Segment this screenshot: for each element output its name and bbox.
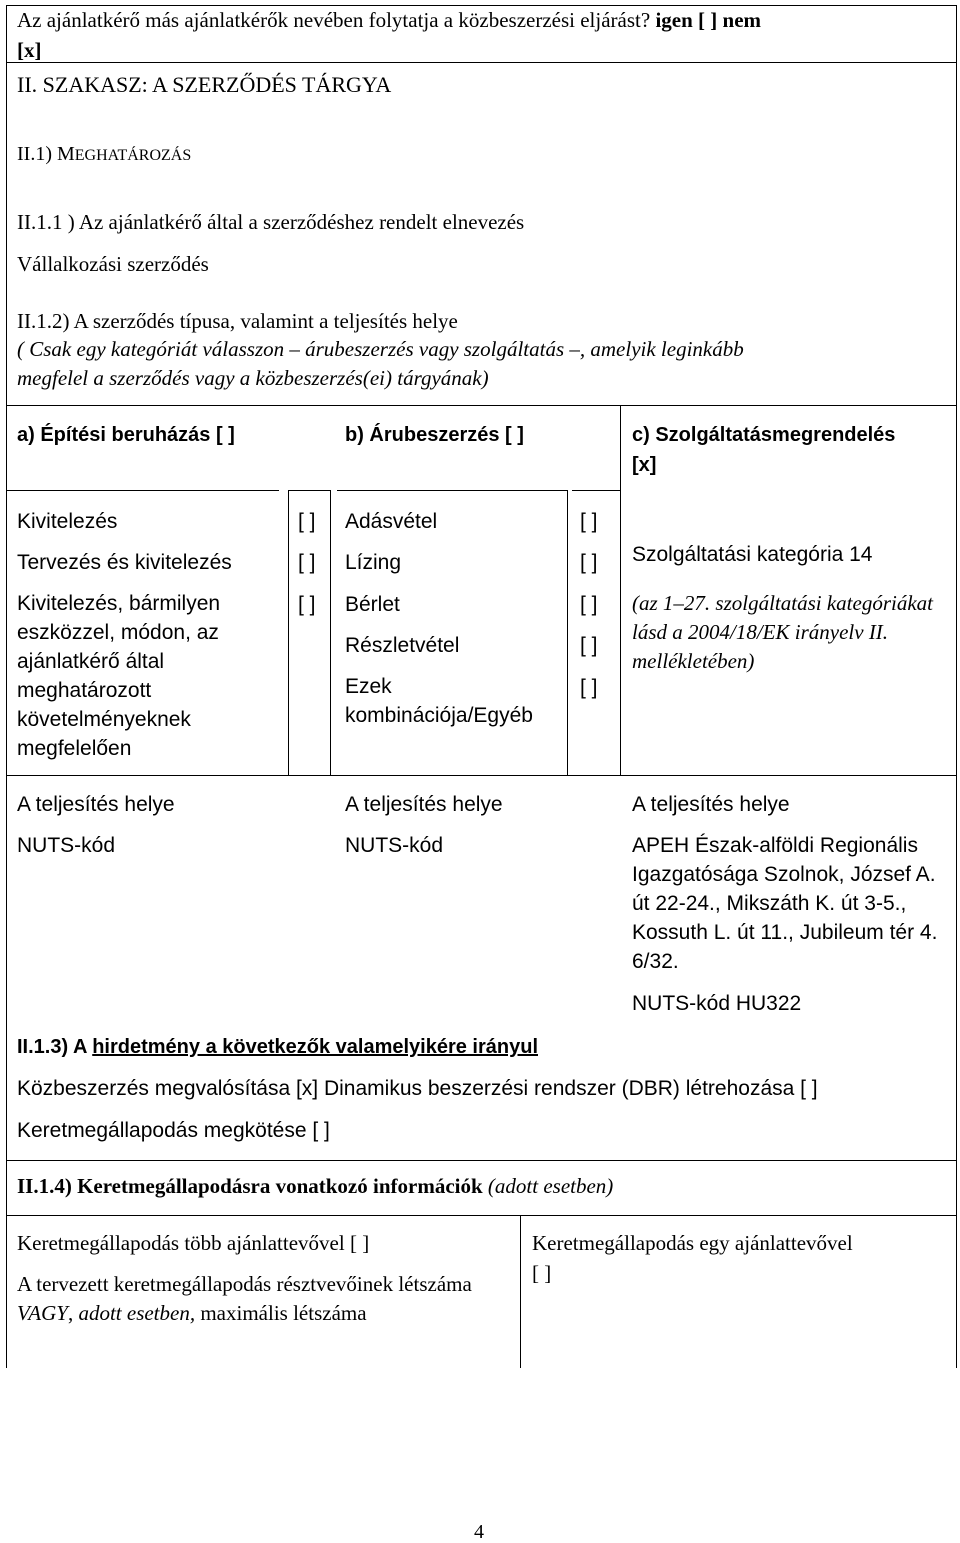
a-item-label: Kivitelezés, bármilyen eszközzel, módon, az ajánlatkérő által meghatározott követelményeknek megfelelően [17,592,221,760]
ii11-value: Vállalkozási szerződés [17,252,209,276]
ii11-heading: II.1.1 ) Az ajánlatkérő által a szerződéshez rendelt elnevezés [17,210,525,234]
top-question-answer: [x] [17,38,42,62]
b-item-label: Lízing [345,551,402,574]
a-item-mark: [ ] [298,593,316,616]
rule-ii14-divider [520,1215,521,1368]
rule-col-c-divider [620,405,621,775]
c-place-label: A teljesítés helye [632,793,790,816]
rule-a-top [6,490,279,491]
ii14-left-paragraph: A tervezett keretmegállapodás résztvevőinek létszáma VAGY, adott esetben, maximális létszáma [17,1272,472,1325]
rule-ii14-top [6,1160,957,1161]
c-note: (az 1–27. szolgáltatási kategóriákat lásd a 2004/18/EK irányelv II. mellékletében) [632,591,933,673]
b-place-label: A teljesítés helye [345,793,503,816]
b-item-mark: [ ] [580,593,598,616]
rule-top-question-bottom [6,62,957,63]
b-nuts-label: NUTS-kód [345,834,444,857]
category-a: a) Építési beruházás [ ] [17,424,235,446]
b-item-mark: [ ] [580,676,598,699]
ii14-heading: II.1.4) Keretmegállapodásra vonatkozó információk (adott esetben) [17,1174,614,1198]
c-nuts: NUTS-kód HU322 [632,992,802,1015]
c-category: Szolgáltatási kategória 14 [632,543,873,566]
rule-items-bottom [6,775,957,776]
ii14-right-line2: [ ] [532,1261,552,1285]
ii12-note-line1: ( Csak egy kategóriát válasszon – árubeszerzés vagy szolgáltatás –, amelyik leginkább [17,337,744,361]
a-item-mark: [ ] [298,510,316,533]
page-number: 4 [474,1521,484,1543]
rule-category-top [6,405,957,406]
rule-right-main [956,62,957,1368]
b-item-label: Részletvétel [345,634,460,657]
a-nuts-label: NUTS-kód [17,834,116,857]
subsection-title: II.1) MEGHATÁROZÁS [17,143,192,165]
a-item-mark: [ ] [298,551,316,574]
top-question: Az ajánlatkérő más ajánlatkérők nevében folytatja a közbeszerzési eljárást? igen [ ] nem [17,8,762,32]
ii14-left-line1: Keretmegállapodás több ajánlattevővel [ ] [17,1231,370,1255]
section-title: II. SZAKASZ: A SZERZŐDÉS TÁRGYA [17,72,392,97]
b-item-label: Adásvétel [345,510,438,533]
rule-b-mark-top [572,490,620,491]
a-place-label: A teljesítés helye [17,793,175,816]
category-b: b) Árubeszerzés [ ] [345,424,524,446]
ii13-heading: II.1.3) A hirdetmény a következők valamelyikére irányul [17,1036,538,1058]
c-place-value: APEH Észak-alföldi Regionális Igazgatósága Szolnok, József A. út 22-24., Mikszáth K. út 3-5., Kossuth L. út 11., Jubileum tér 4. 6/32. [632,834,938,973]
a-item-label: Kivitelezés [17,510,118,533]
rule-ii14-boxes-top [6,1215,957,1216]
rule-ab-divider [330,490,331,775]
rule-a-mark-top [288,490,330,491]
a-item-label: Tervezés és kivitelezés [17,551,232,574]
b-item-label: Bérlet [345,593,400,616]
rule-left-top [6,5,7,62]
ii13-line1: Közbeszerzés megvalósítása [x] Dinamikus beszerzési rendszer (DBR) létrehozása [ ] [17,1077,818,1100]
rule-left-main [6,62,7,1368]
ii12-heading: II.1.2) A szerződés típusa, valamint a teljesítés helye [17,309,458,333]
b-item-mark: [ ] [580,634,598,657]
rule-b-top [337,490,567,491]
b-item-label: Ezek kombinációja/Egyéb [345,675,533,727]
ii13-line2: Keretmegállapodás megkötése [ ] [17,1119,330,1142]
b-item-mark: [ ] [580,510,598,533]
rule-top [6,5,957,6]
ii12-note-line2: megfelel a szerződés vagy a közbeszerzés(ei) tárgyának) [17,366,489,390]
rule-right-top [956,5,957,62]
category-c-mark: [x] [632,454,657,476]
rule-b-mark-divider [567,490,568,775]
b-item-mark: [ ] [580,551,598,574]
rule-a-mark-divider [288,490,289,775]
ii14-right-line1: Keretmegállapodás egy ajánlattevővel [532,1231,853,1255]
category-c: c) Szolgáltatásmegrendelés [632,424,896,446]
